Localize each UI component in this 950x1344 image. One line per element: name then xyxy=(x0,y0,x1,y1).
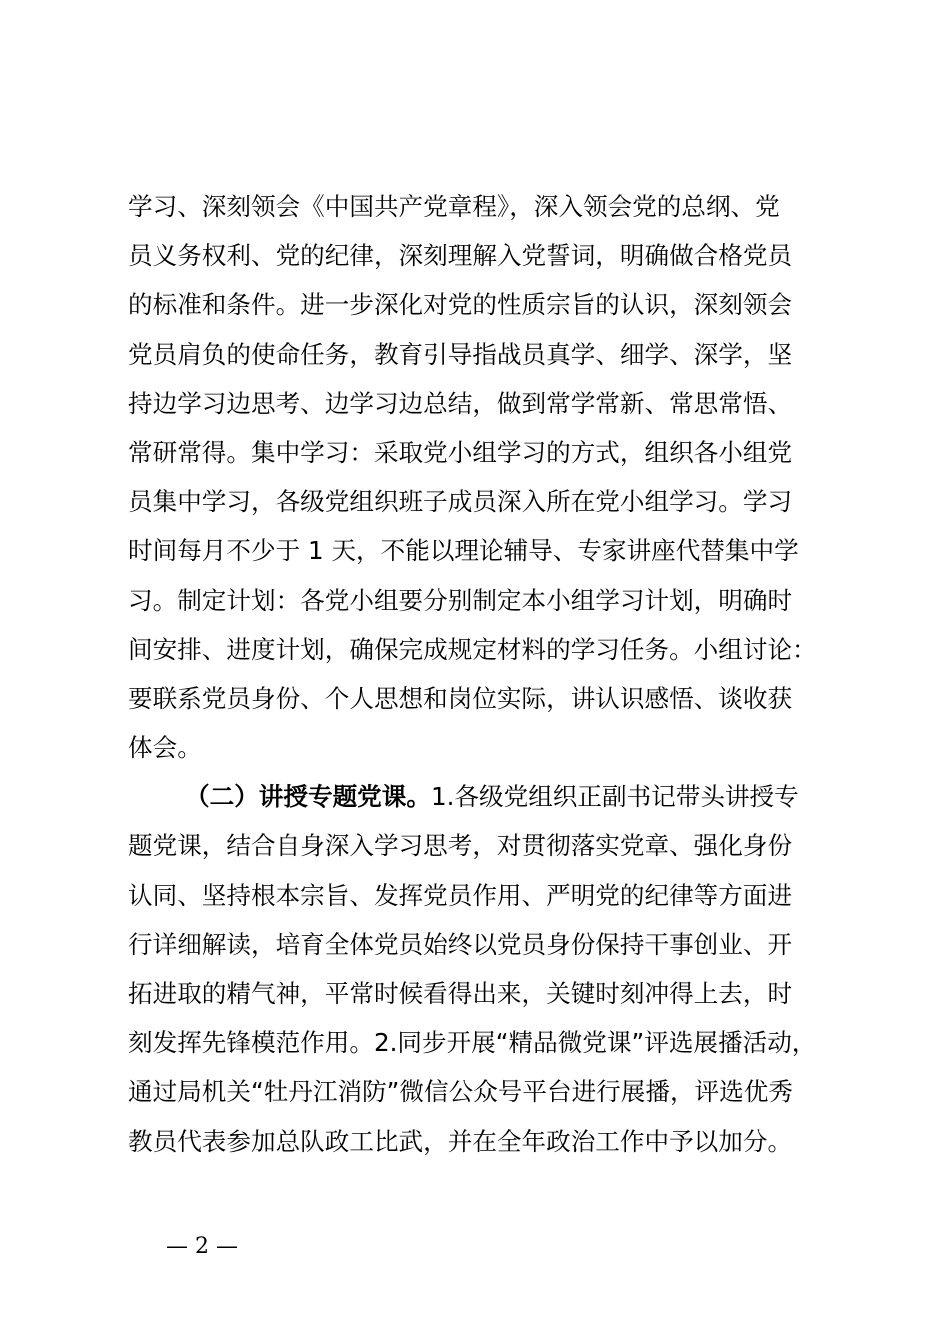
body-text xyxy=(128,182,836,1166)
text-line: 行详细解读，培育全体党员始终以党员身份保持干事创业、开 xyxy=(128,929,793,959)
text-line: 题党课，结合自身深入学习思考，对贯彻落实党章、强化身份 xyxy=(128,831,793,861)
text-line: 刻发挥先锋模范作用。2.同步开展“精品微党课”评选展播活动， xyxy=(128,1028,817,1058)
text-line: 教员代表参加总队政工比武，并在全年政治工作中予以加分。 xyxy=(128,1126,793,1156)
text-run: 1.各级党组织正副书记带头讲授专 xyxy=(430,782,799,812)
text-line: 学习、深刻领会《中国共产党章程》，深入领会党的总纲、党 xyxy=(128,192,780,221)
text-line: 时间每月不少于 1 天，不能以理论辅导、专家讲座代替集中学 xyxy=(128,536,799,566)
text-line: 体会。 xyxy=(128,733,202,763)
paragraph-1 xyxy=(128,182,836,772)
text-line: 员集中学习，各级党组织班子成员深入所在党小组学习。学习 xyxy=(128,487,793,517)
text-line: 党员肩负的使命任务，教育引导指战员真学、细学、深学，坚 xyxy=(128,339,793,369)
text-line: 员义务权利、党的纪律，深刻理解入党誓词，明确做合格党员 xyxy=(128,241,793,271)
text-line: 持边学习边思考、边学习边总结，做到常学常新、常思常悟、 xyxy=(128,388,793,418)
section-heading: （二）讲授专题党课。 xyxy=(185,782,431,812)
text-line: 要联系党员身份、个人思想和岗位实际，讲认识感悟、谈收获 xyxy=(128,683,793,713)
text-line xyxy=(128,772,836,821)
text-line: 习。制定计划：各党小组要分别制定本小组学习计划，明确时 xyxy=(128,585,793,615)
text-line: 的标准和条件。进一步深化对党的性质宗旨的认识，深刻领会 xyxy=(128,290,793,320)
text-line: 间安排、进度计划，确保完成规定材料的学习任务。小组讨论： xyxy=(128,634,817,664)
text-line: 拓进取的精气神，平常时候看得出来，关键时刻冲得上去，时 xyxy=(128,979,793,1008)
paragraph-2 xyxy=(128,772,836,1166)
text-line: 常研常得。集中学习：采取党小组学习的方式，组织各小组党 xyxy=(128,437,793,467)
page-number: — 2 — xyxy=(166,1234,238,1259)
text-line: 认同、坚持根本宗旨、发挥党员作用、严明党的纪律等方面进 xyxy=(128,880,793,910)
text-line: 通过局机关“牡丹江消防”微信公众号平台进行展播，评选优秀 xyxy=(128,1077,793,1107)
